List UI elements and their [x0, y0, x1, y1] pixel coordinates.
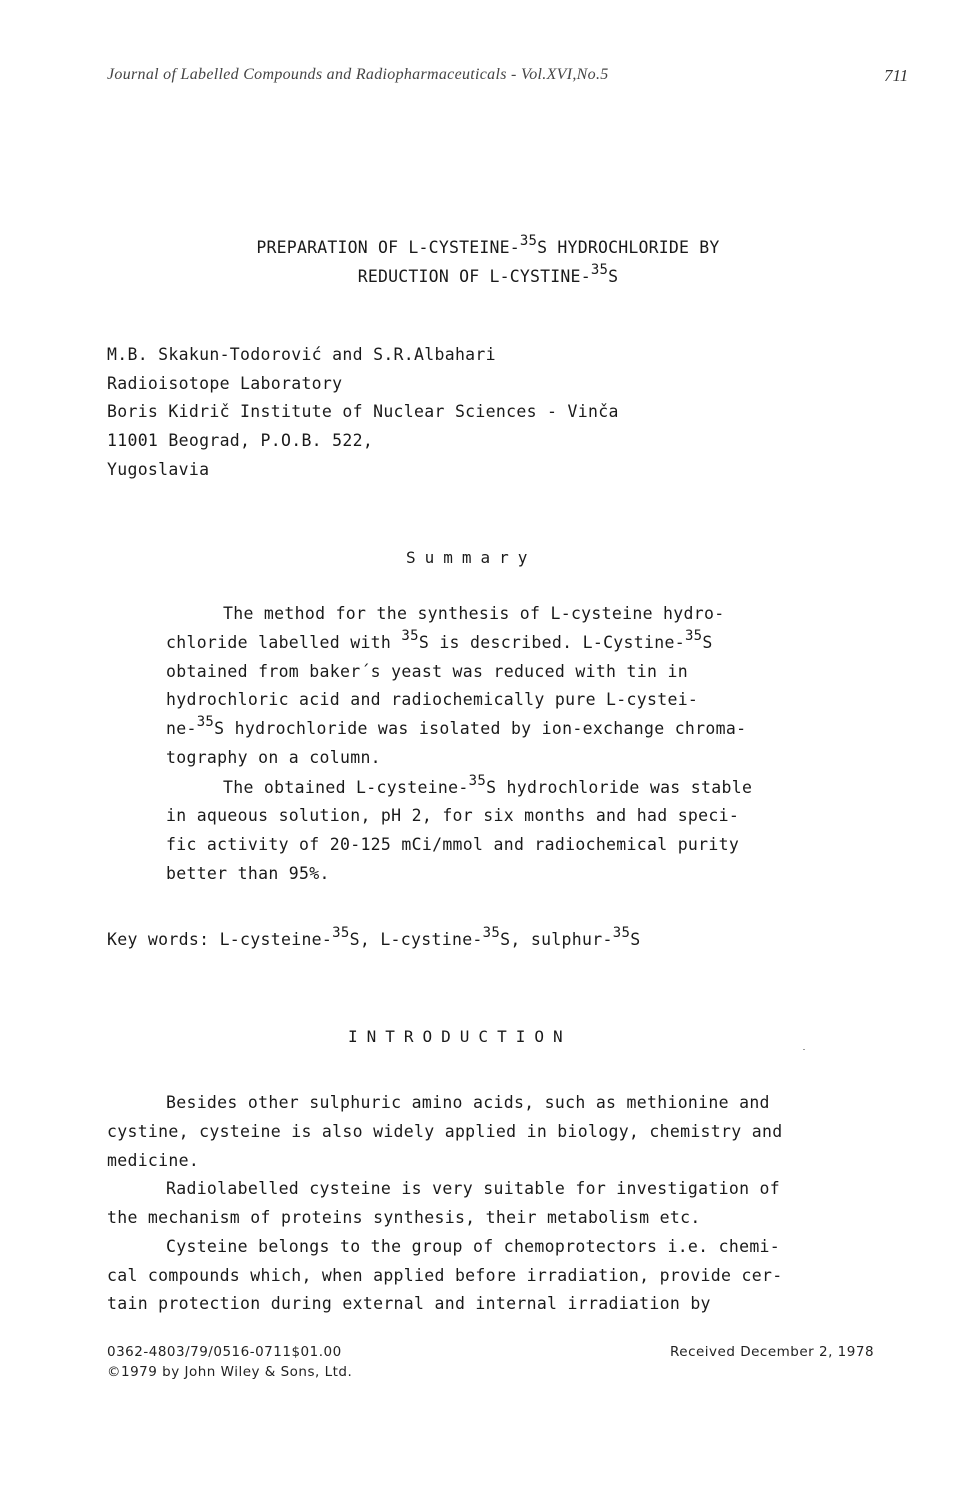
summary-line: hydrochloric acid and radiochemically pure L-cystei- — [166, 690, 699, 709]
text: S, — [349, 930, 381, 949]
affiliation-line: 11001 Beograd, P.O.B. 522, — [107, 431, 374, 450]
intro-line: Radiolabelled cysteine is very suitable for investigation of — [166, 1179, 781, 1198]
text: S hydrochloride was isolated by ion-exchange chroma- — [214, 719, 747, 738]
affiliation-line: Yugoslavia — [107, 460, 210, 479]
text: ne- — [166, 719, 197, 738]
superscript: 35 — [590, 261, 609, 278]
summary-line — [223, 772, 753, 797]
summary-heading: Summary — [406, 548, 537, 567]
superscript: 35 — [482, 924, 501, 941]
superscript: 35 — [401, 627, 419, 644]
keywords-label: Key words: — [107, 930, 220, 949]
superscript: 35 — [519, 232, 538, 249]
text: S — [702, 633, 713, 652]
intro-line: cal compounds which, when applied before irradiation, provide cer- — [107, 1266, 783, 1285]
keyword: L-cystine- — [380, 930, 483, 949]
page-number: 711 — [884, 66, 909, 85]
introduction-heading: INTRODUCTION — [348, 1027, 572, 1046]
title-text: S — [608, 267, 619, 286]
intro-line: medicine. — [107, 1151, 200, 1170]
summary-line: fic activity of 20-125 mCi/mmol and radiochemical purity — [166, 835, 740, 854]
keyword: sulphur- — [530, 930, 613, 949]
superscript: 35 — [332, 924, 350, 941]
summary-line: in aqueous solution, pH 2, for six months and had speci- — [166, 806, 740, 825]
text: S — [630, 930, 641, 949]
keywords-line — [107, 924, 641, 949]
summary-line: better than 95%. — [166, 864, 330, 883]
keyword: L-cysteine- — [219, 930, 333, 949]
intro-line: the mechanism of proteins synthesis, their metabolism etc. — [107, 1208, 701, 1227]
scan-speck — [803, 1049, 805, 1050]
summary-line: obtained from baker´s yeast was reduced with tin in — [166, 662, 688, 681]
intro-line: tain protection during external and internal irradiation by — [107, 1294, 711, 1313]
summary-line — [166, 627, 713, 652]
title-text: REDUCTION OF L-CYSTINE- — [357, 267, 591, 286]
title-text: PREPARATION OF L-CYSTEINE- — [256, 238, 520, 257]
affiliation-line: Boris Kidrič Institute of Nuclear Sciences - Vinča — [107, 402, 619, 421]
text: S hydrochloride was stable — [486, 778, 753, 797]
title-line-2 — [0, 261, 976, 286]
price-code: 0362-4803/79/0516-0711$01.00 — [107, 1344, 342, 1360]
summary-line: The method for the synthesis of L-cysteine hydro- — [223, 604, 725, 623]
summary-line — [166, 713, 747, 738]
superscript: 35 — [468, 772, 487, 789]
journal-header: Journal of Labelled Compounds and Radiopharmaceuticals - Vol.XVI,No.5 — [107, 66, 609, 83]
title-line-1 — [0, 232, 976, 257]
superscript: 35 — [612, 924, 631, 941]
text: S, — [500, 930, 531, 949]
text: chloride labelled with — [166, 633, 402, 652]
superscript: 35 — [196, 713, 215, 730]
intro-line: Besides other sulphuric amino acids, such as methionine and — [166, 1093, 770, 1112]
copyright: ©1979 by John Wiley & Sons, Ltd. — [107, 1364, 353, 1380]
text: The obtained L-cysteine- — [223, 778, 469, 797]
summary-line: tography on a column. — [166, 748, 381, 767]
affiliation-line: Radioisotope Laboratory — [107, 374, 343, 393]
author-names: M.B. Skakun-Todorović and S.R.Albahari — [107, 345, 496, 364]
intro-line: Cysteine belongs to the group of chemoprotectors i.e. chemi- — [166, 1237, 781, 1256]
title-text: S HYDROCHLORIDE BY — [537, 238, 720, 257]
received-date: Received December 2, 1978 — [670, 1344, 875, 1360]
superscript: 35 — [684, 627, 703, 644]
text: S is described. L-Cystine- — [418, 633, 685, 652]
intro-line: cystine, cysteine is also widely applied in biology, chemistry and — [107, 1122, 783, 1141]
